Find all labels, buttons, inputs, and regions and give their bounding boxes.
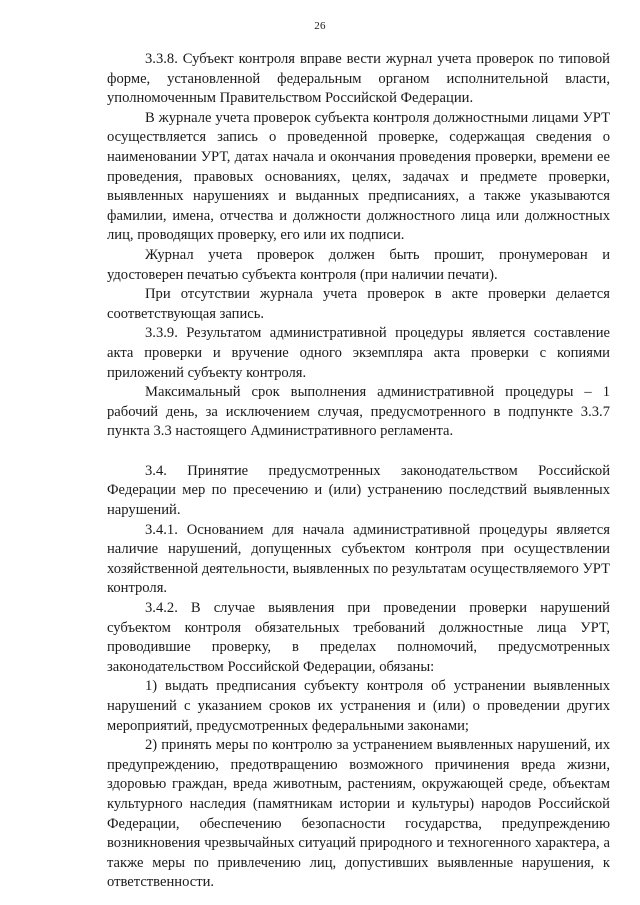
page-number: 26: [314, 20, 326, 32]
paragraph-3-3-9: 3.3.9. Результатом административной процедуры является составление акта проверки и вручение одного экземпляра акта проверки с копиями приложений субъекту контроля.: [107, 325, 610, 381]
paragraph-journal-entry: В журнале учета проверок субъекта контроля должностными лицами УРТ осуществляется запись о проведенной проверке, содержащая сведения о наименовании УРТ, датах начала и окончания проведения проверки, времени ее проведения, правовых основаниях, целях, задачах и предмете проверки, выявленных нарушениях и выданных предписаниях, а также указываются фамилии, имена, отчества и должности должностного лица или должностных лиц, проводящих проверку, его или их подписи.: [107, 109, 610, 244]
paragraph-journal-binding: Журнал учета проверок должен быть прошит, пронумерован и удостоверен печатью субъекта контроля (при наличии печати).: [107, 246, 610, 283]
list-item-1: 1) выдать предписания субъекту контроля об устранении выявленных нарушений с указанием сроков их устранения и (или) о проведении других мероприятий, предусмотренных федеральными законами;: [107, 678, 610, 734]
paragraph-max-term: Максимальный срок выполнения административной процедуры – 1 рабочий день, за исключением случая, предусмотренного в подпункте 3.3.7 пункта 3.3 настоящего Административного регламента.: [107, 384, 610, 440]
paragraph-3-3-8: 3.3.8. Субъект контроля вправе вести журнал учета проверок по типовой форме, установленной федеральным органом исполнительной власти, уполномоченным Правительством Российской Федерации.: [107, 51, 610, 107]
paragraph-3-4-1: 3.4.1. Основанием для начала административной процедуры является наличие нарушений, допущенных субъектом контроля при осуществлении хозяйственной деятельности, выявленных по результатам осуществляемого УРТ контроля.: [107, 521, 610, 597]
paragraph-journal-absence: При отсутствии журнала учета проверок в акте проверки делается соответствующая запись.: [107, 286, 610, 322]
list-item-2: 2) принять меры по контролю за устранением выявленных нарушений, их предупреждению, предотвращению возможного причинения вреда жизни, здоровью граждан, вреда животным, растениям, окружающей среде, объектам культурного наследия (памятникам истории и культуры) народов Российской Федерации, обеспечению безопасности государства, предупреждению возникновения чрезвычайных ситуаций природного и техногенного характера, а также меры по привлечению лиц, допустивших выявленные нарушения, к ответственности.: [107, 737, 610, 891]
paragraph-3-4-heading: 3.4. Принятие предусмотренных законодательством Российской Федерации мер по пресечению и (или) устранению последствий выявленных нарушений.: [107, 462, 610, 519]
document-body: [107, 50, 610, 893]
section-gap: [107, 442, 610, 462]
paragraph-3-4-2: 3.4.2. В случае выявления при проведении проверки нарушений субъектом контроля обязательных требований должностные лица УРТ, проводившие проверку, в пределах полномочий, предусмотренных законодательством Российской Федерации, обязаны:: [107, 600, 610, 675]
